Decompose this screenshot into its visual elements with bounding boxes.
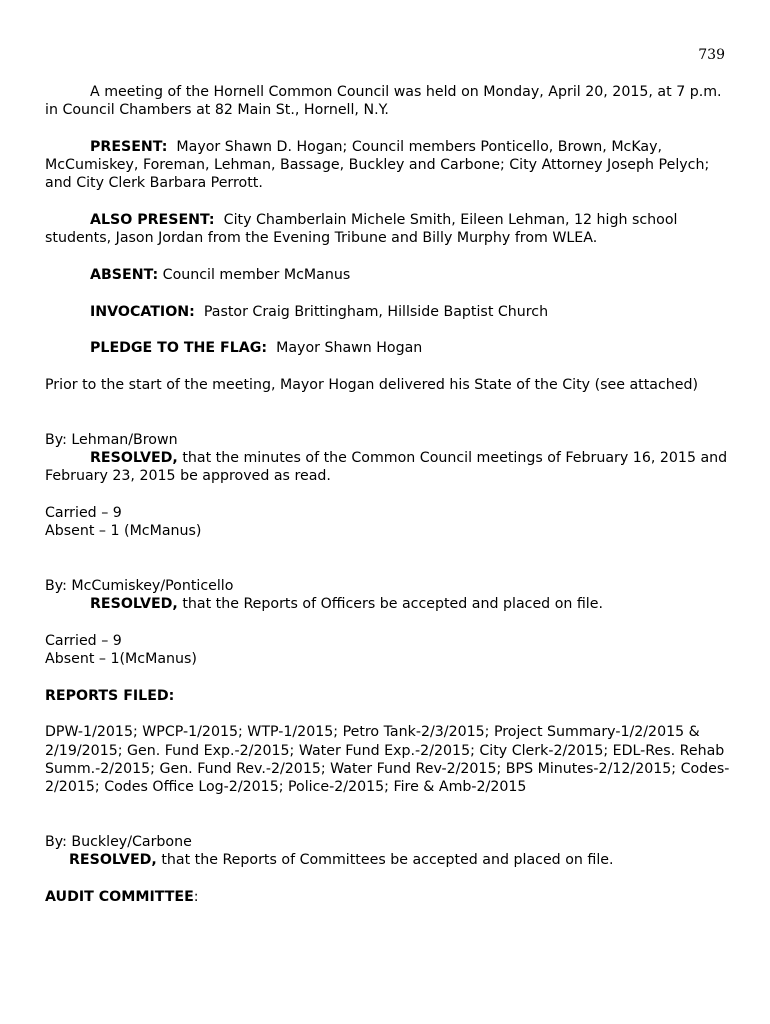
reports-filed-list: DPW-1/2015; WPCP-1/2015; WTP-1/2015; Petro Tank-2/3/2015; Project Summary-1/2/2015 & 2/19/2015; Gen. Fund Exp.-2/2015; Water Fund Exp.-2/2015; City Clerk-2/2015; EDL-Res. Rehab Summ.-2/2015; Gen. Fund Rev.-2/2015; Water Fund Rev-2/2015; BPS Minutes-2/12/2015; Codes-2/2015; Codes Office Log-2/2015; Police-2/2015; Fire & Amb-2/2015 — [45, 724, 730, 796]
pledge-label: PLEDGE TO THE FLAG: — [90, 340, 268, 357]
absent-text: Council member McManus — [162, 266, 351, 283]
reports-filed-heading — [45, 687, 735, 705]
resolution1-absent: Absent – 1 (McManus) — [45, 523, 202, 540]
audit-committee-colon: : — [193, 889, 199, 906]
present-label: PRESENT: — [90, 138, 168, 155]
audit-committee-heading-text: AUDIT COMMITTEE — [45, 889, 194, 906]
page-number: 739 — [698, 47, 725, 63]
reports-filed-heading-text: REPORTS FILED: — [45, 687, 175, 704]
present-text: Mayor Shawn D. Hogan; Council members Ponticello, Brown, McKay, McCumiskey, Foreman, Lehman, Bassage, Buckley and Carbone; City Attorney Joseph Pelych; and City Clerk Barbara Perrott. — [45, 138, 710, 192]
resolution2-carried: Carried – 9 — [45, 632, 122, 649]
also-present-text: City Chamberlain Michele Smith, Eileen Lehman, 12 high school students, Jason Jordan from the Evening Tribune and Billy Murphy from WLEA. — [45, 212, 678, 247]
resolution3-text: that the Reports of Committees be accepted and placed on file. — [161, 852, 614, 869]
pledge-paragraph — [45, 339, 735, 357]
also-present-label: ALSO PRESENT: — [90, 212, 215, 229]
resolution2-by: By: McCumiskey/Ponticello — [45, 578, 234, 595]
invocation-text: Pastor Craig Brittingham, Hillside Baptist Church — [203, 303, 549, 320]
resolution3-paragraph — [45, 851, 735, 869]
resolution2-absent: Absent – 1(McManus) — [45, 651, 197, 668]
absent-paragraph — [45, 266, 735, 284]
minutes-body — [45, 83, 735, 906]
also-present-paragraph — [45, 211, 735, 248]
resolution2-paragraph — [45, 595, 735, 613]
resolution1-paragraph — [45, 449, 735, 486]
absent-label: ABSENT: — [90, 266, 159, 283]
state-of-city-note: Prior to the start of the meeting, Mayor Hogan delivered his State of the City (see attached) — [45, 376, 699, 393]
resolution1-text: that the minutes of the Common Council meetings of February 16, 2015 and February 23, 2015 be approved as read. — [45, 449, 728, 485]
resolution3-label: RESOLVED, — [69, 852, 157, 869]
resolution1-by: By: Lehman/Brown — [45, 431, 178, 448]
invocation-paragraph — [45, 303, 735, 321]
resolution1-label: RESOLVED, — [90, 449, 178, 466]
resolution3-by: By: Buckley/Carbone — [45, 834, 192, 851]
present-paragraph — [45, 138, 735, 193]
meeting-intro: A meeting of the Hornell Common Council was held on Monday, April 20, 2015, at 7 p.m. in Council Chambers at 82 Main St., Hornell, N.Y. — [45, 84, 722, 119]
audit-committee-heading — [45, 888, 735, 906]
invocation-label: INVOCATION: — [90, 303, 195, 320]
pledge-text: Mayor Shawn Hogan — [276, 340, 423, 357]
resolution2-label: RESOLVED, — [90, 596, 178, 613]
resolution1-carried: Carried – 9 — [45, 504, 122, 521]
resolution2-text: that the Reports of Officers be accepted and placed on file. — [182, 596, 603, 613]
